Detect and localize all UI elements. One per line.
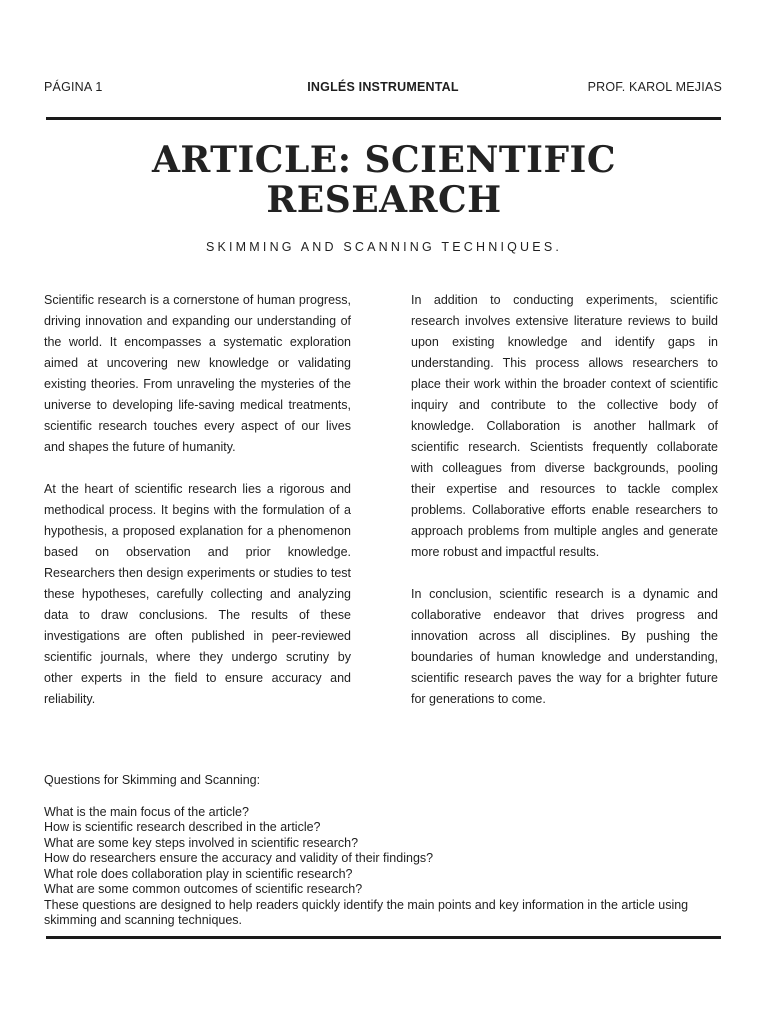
paragraph: In conclusion, scientific research is a dynamic and collaborative endeavor that drives progress and innovation across all disciplines. By pushing the boundaries of human knowledge and understanding, scientific research paves the way for a brighter future for generations to come.: [411, 587, 718, 706]
paragraph: In addition to conducting experiments, scientific research involves extensive literature reviews to build upon existing knowledge and identify gaps in understanding. This process allows researchers to place their work within the broader context of scientific inquiry and contribute to the collective body of knowledge. Collaboration is another hallmark of scientific research. Scientists frequently collaborate with colleagues from diverse backgrounds, pooling their expertise and resources to tackle complex problems. Collaborative efforts enable researchers to approach problems from multiple angles and generate more robust and impactful results.: [411, 293, 718, 559]
left-column: [44, 290, 351, 731]
paragraph: Scientific research is a cornerstone of human progress, driving innovation and expanding our understanding of the world. It encompasses a systematic exploration aimed at uncovering new knowledge or validating existing theories. From unraveling the mysteries of the universe to developing life-saving medical treatments, scientific research touches every aspect of our lives and shapes the future of humanity.: [44, 293, 351, 454]
top-divider: [46, 117, 721, 120]
right-column: [411, 290, 718, 731]
list-item: How is scientific research described in the article?: [44, 820, 321, 834]
list-item: What role does collaboration play in scientific research?: [44, 866, 353, 881]
list-item: What are some common outcomes of scientific research?: [44, 882, 363, 896]
list-item: How do researchers ensure the accuracy and validity of their findings?: [44, 851, 434, 865]
course-name: INGLÉS INSTRUMENTAL: [307, 80, 459, 94]
questions-list: [44, 805, 722, 929]
article-title: [0, 140, 768, 220]
questions-heading: Questions for Skimming and Scanning:: [44, 773, 261, 787]
list-item: What are some key steps involved in scientific research?: [44, 835, 359, 850]
list-item: What is the main focus of the article?: [44, 804, 249, 819]
article-subtitle: SKIMMING AND SCANNING TECHNIQUES.: [205, 240, 563, 254]
page-header: [44, 80, 722, 98]
questions-section: [44, 773, 722, 929]
teacher-name: PROF. KAROL MEJIAS: [587, 80, 722, 94]
list-item: These questions are designed to help readers quickly identify the main points and key information in the article using skimming and scanning techniques.: [44, 897, 689, 927]
bottom-divider: [46, 936, 721, 939]
article-title-line-2: RESEARCH: [266, 179, 502, 221]
article-title-line-1: ARTICLE: SCIENTIFIC: [151, 139, 617, 181]
page-number: PÁGINA 1: [44, 80, 103, 94]
paragraph: At the heart of scientific research lies a rigorous and methodical process. It begins with the formulation of a hypothesis, a proposed explanation for a phenomenon based on observation and prior knowledge. Researchers then design experiments or studies to test these hypotheses, carefully collecting and analyzing data to draw conclusions. The results of these investigations are often published in peer-reviewed scientific journals, where they undergo scrutiny by other experts in the field to ensure accuracy and reliability.: [44, 482, 351, 706]
